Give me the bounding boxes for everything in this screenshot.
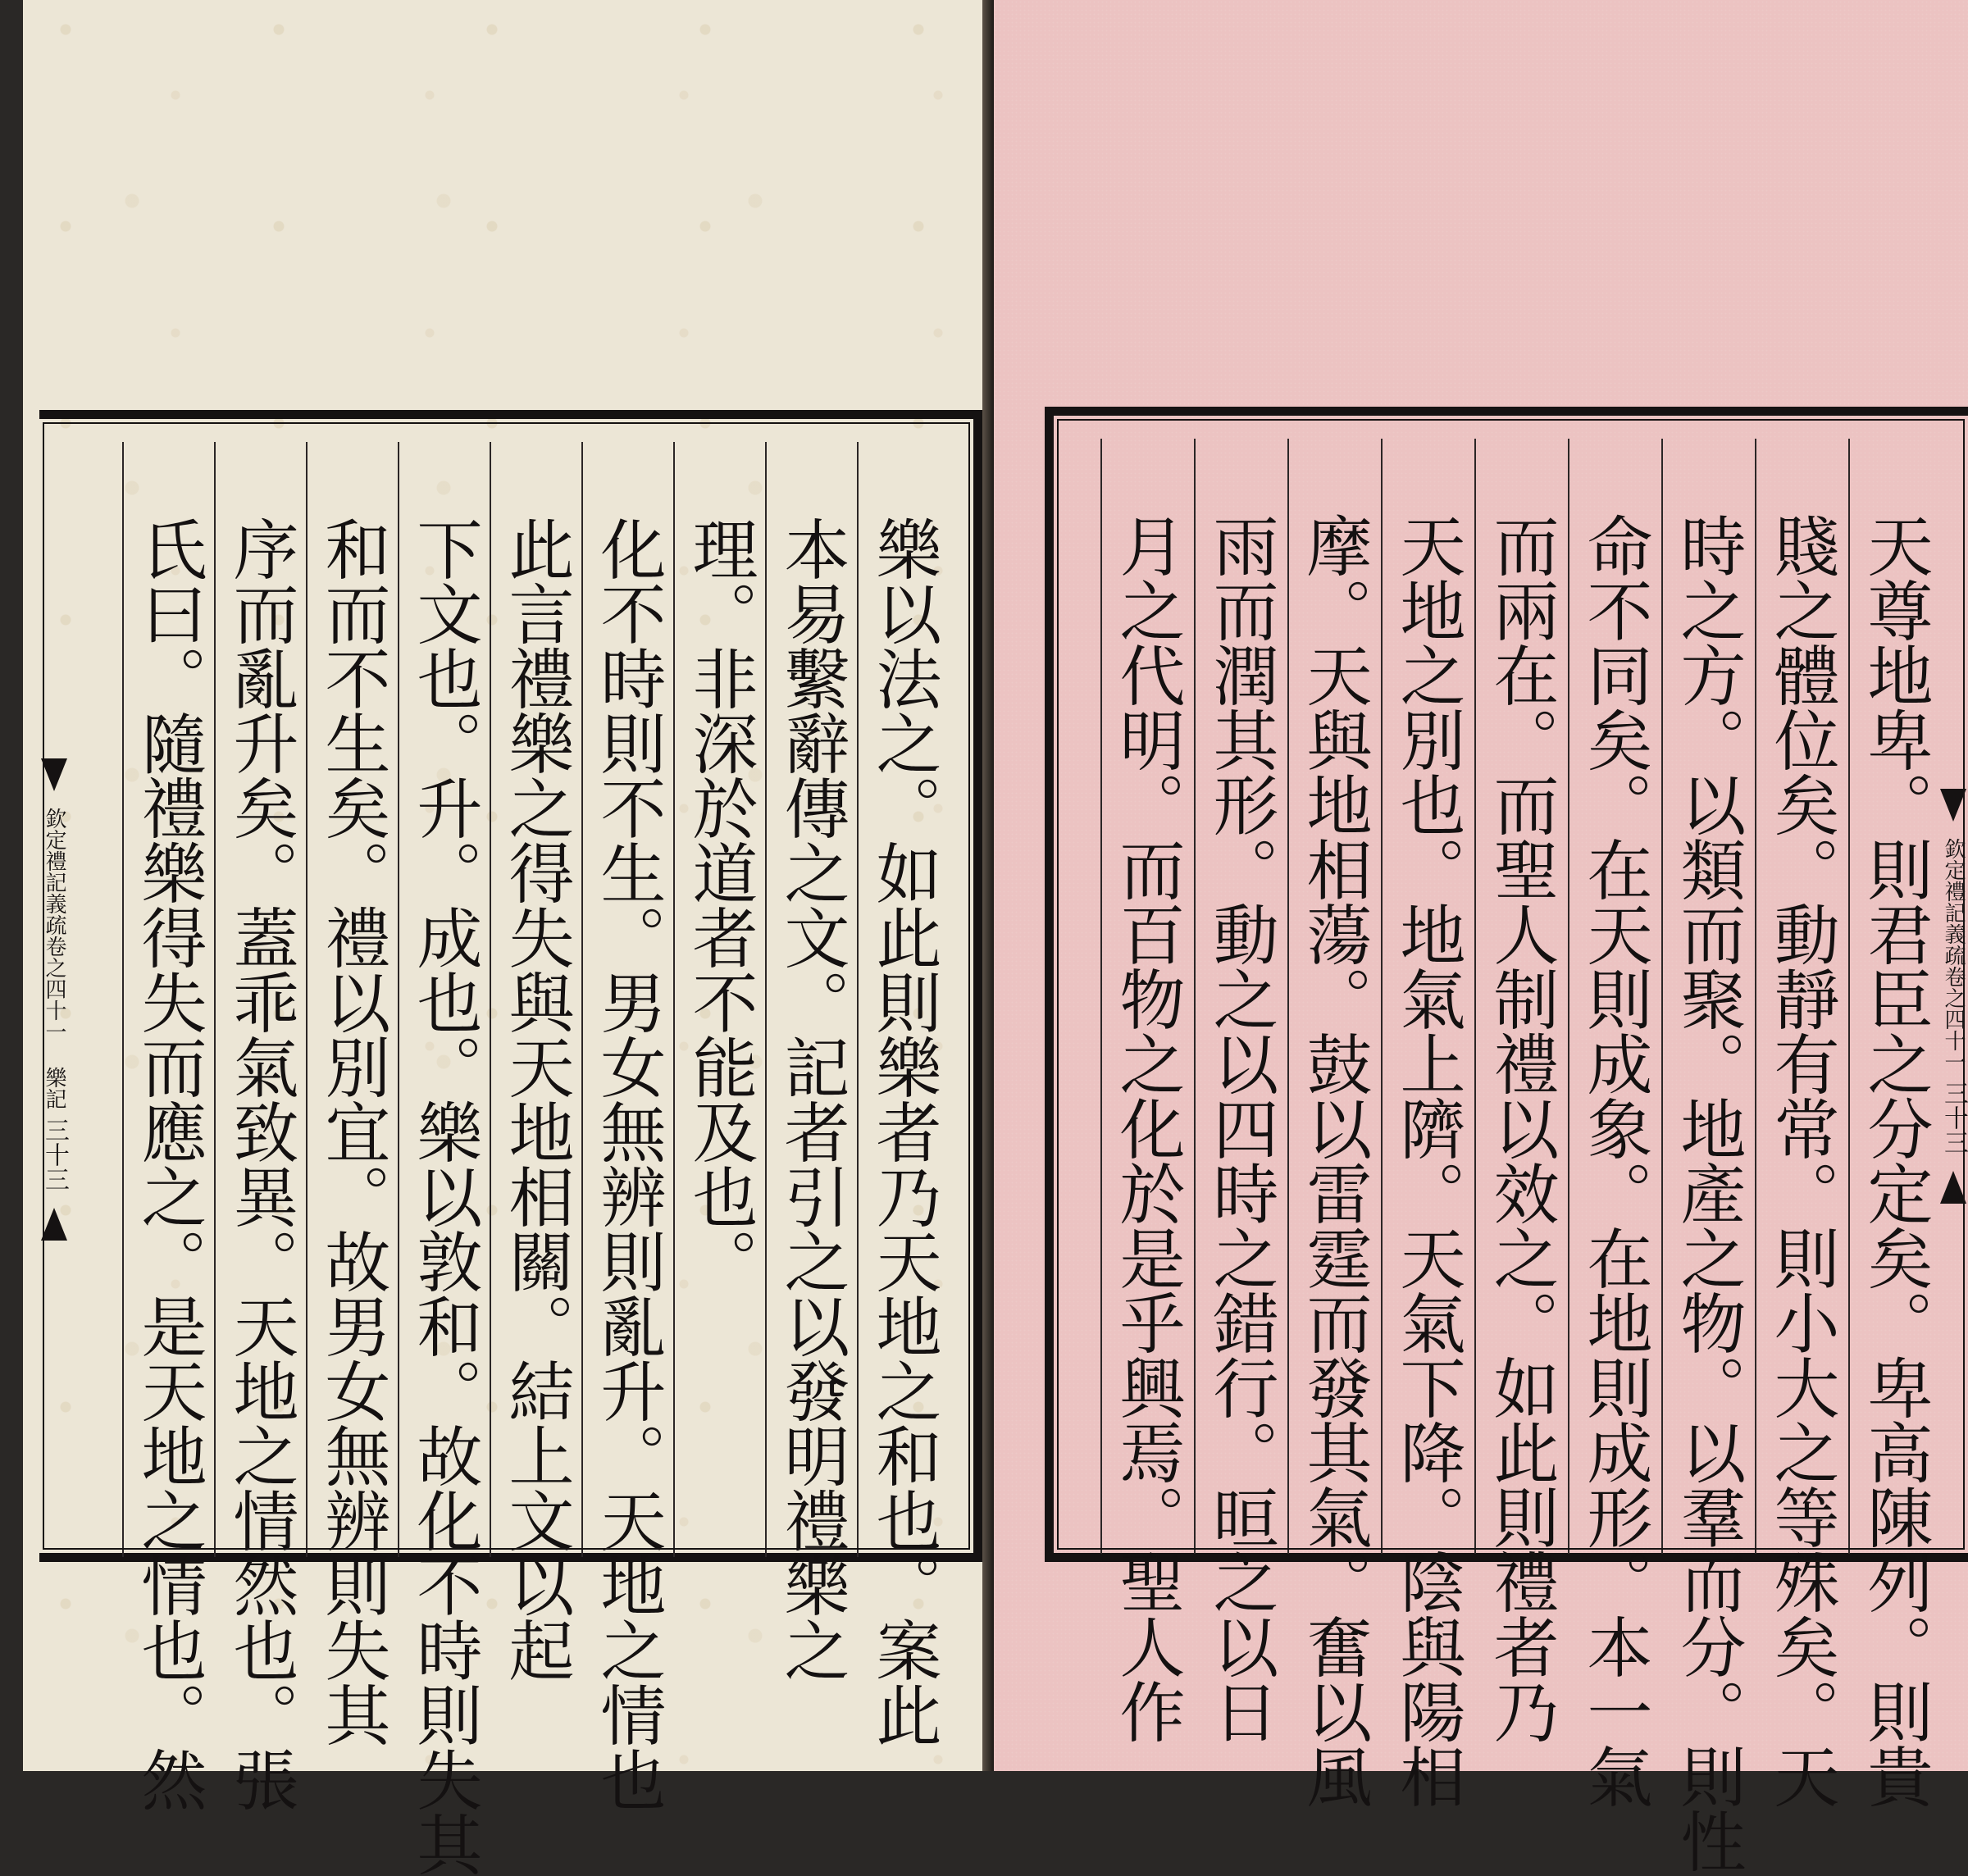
text-column	[306, 442, 396, 1746]
column-text: 本易繫辭傳之文。記者引之以發明禮樂之	[773, 516, 850, 1682]
page-number: 三十三	[40, 1118, 69, 1191]
fish-tail-marker	[41, 758, 67, 791]
column-text: 而兩在。而聖人制禮以效之。如此則禮者乃	[1483, 512, 1559, 1743]
column-text: 下文也。升。成也。樂以敦和。故化不時則失其	[406, 516, 482, 1876]
text-column	[1755, 439, 1845, 1808]
column-text: 此言禮樂之得失與天地相關。結上文以起	[498, 516, 574, 1682]
column-text: 化不時則不生。男女無辨則亂升。天地之情也	[590, 516, 666, 1811]
fish-tail-marker	[1940, 789, 1966, 822]
text-column	[490, 442, 580, 1682]
text-column	[1568, 439, 1658, 1808]
margin-title: 欽定禮記義疏卷之四十一 樂記	[42, 808, 66, 1109]
column-text: 氏曰。隨禮樂得失而應之。是天地之情也。然	[130, 516, 207, 1811]
text-column	[1848, 439, 1938, 1808]
column-text: 命不同矣。在天則成象。在地則成形。本一氣	[1576, 512, 1652, 1808]
column-text: 天地之別也。地氣上隮。天氣下降。陰與陽相	[1389, 512, 1465, 1808]
text-column	[857, 442, 947, 1746]
text-column	[1194, 439, 1284, 1743]
text-column	[581, 442, 672, 1811]
text-column	[214, 442, 304, 1811]
column-text: 摩。天與地相蕩。鼓以雷霆而發其氣。奮以風	[1296, 512, 1372, 1808]
text-column	[1661, 439, 1752, 1873]
column-text: 雨而潤其形。動之以四時之錯行。晅之以日	[1202, 512, 1278, 1743]
page-number: 三十三	[1939, 1081, 1968, 1154]
book-gutter	[982, 0, 994, 1771]
left-block-center	[39, 442, 69, 1557]
right-page	[994, 0, 1968, 1873]
column-text: 天尊地卑。則君臣之分定矣。卑高陳列。則貴	[1856, 512, 1933, 1808]
column-text: 和而不生矣。禮以別宜。故男女無辨則失其	[314, 516, 390, 1746]
column-text: 理。非深於道者不能及也。	[681, 516, 758, 1293]
right-text-frame	[1045, 407, 1968, 1873]
text-column	[1287, 439, 1378, 1808]
text-column	[398, 442, 488, 1876]
left-page	[23, 0, 982, 1876]
fish-tail-marker	[41, 1208, 67, 1241]
text-column	[1381, 439, 1471, 1808]
column-text: 樂以法之。如此則樂者乃天地之和也。案此	[865, 516, 941, 1746]
column-text: 月之代明。而百物之化於是乎興焉。聖人作	[1109, 512, 1185, 1743]
text-column	[1474, 439, 1565, 1743]
text-column	[1100, 439, 1191, 1743]
column-text: 序而亂升矣。蓋乖氣致異。天地之情然也。張	[222, 516, 298, 1811]
column-text: 賤之體位矣。動靜有常。則小大之等殊矣。天	[1763, 512, 1839, 1808]
column-text: 時之方。以類而聚。地產之物。以羣而分。則性	[1670, 512, 1746, 1873]
text-column	[765, 442, 855, 1682]
text-column	[122, 442, 212, 1811]
margin-title: 欽定禮記義疏卷之四十一	[1941, 838, 1966, 1072]
text-column	[673, 442, 763, 1557]
fish-tail-marker	[1940, 1171, 1966, 1204]
left-text-frame	[39, 410, 982, 1876]
right-block-center	[1938, 439, 1968, 1554]
